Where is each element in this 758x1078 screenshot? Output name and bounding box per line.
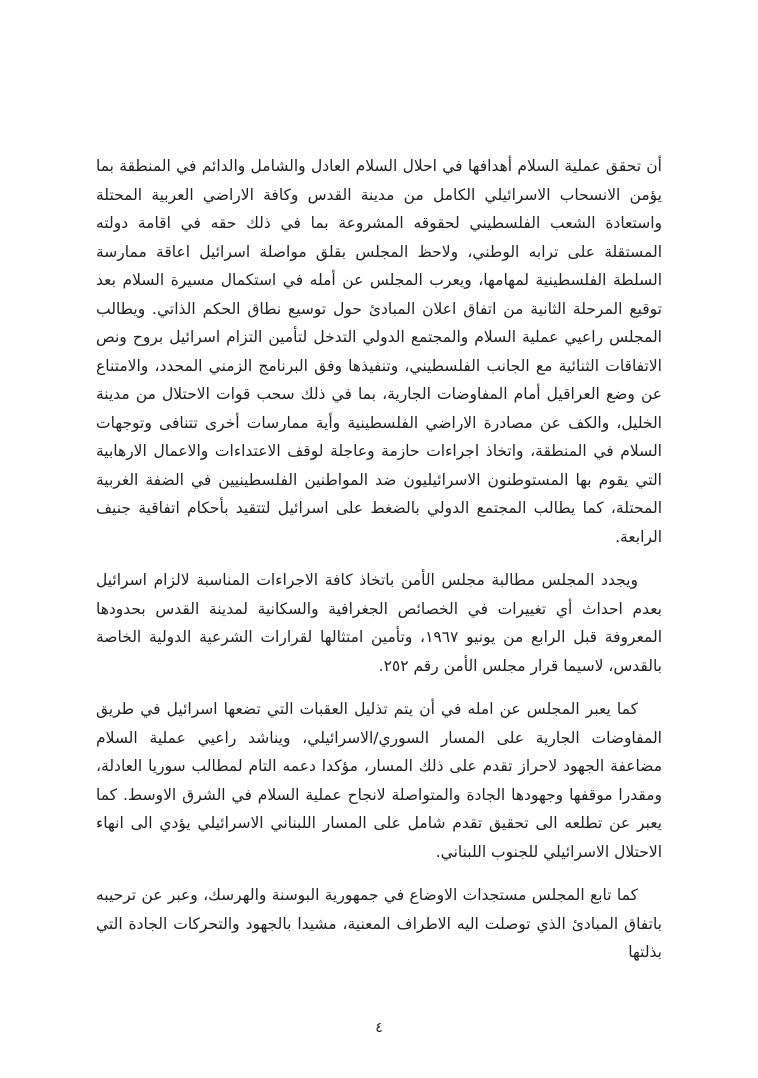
paragraph-syrian-lebanese-track: كما يعبر المجلس عن امله في أن يتم تذليل العقبات التي تضعها اسرائيل في طريق المفاوضات الجارية على المسار السوري/الاسرائيلي، ويناشد راعيي عملية السلام مضاعفة الجهود لاحراز تقدم على ذلك المسار، مؤكدا دعمه التام لمطالب سوريا العادلة، ومقدرا موقفها وجهودها الجادة والمتواصلة لانجاح عملية السلام في الشرق الاوسط. كما يعبر عن تطلعه الى تحقيق تقدم شامل على المسار اللبناني الاسرائيلي يؤدي الى انهاء الاحتلال الاسرائيلي للجنوب اللبناني. — [96, 700, 662, 861]
paragraph-peace-process: أن تحقق عملية السلام أهدافها في احلال السلام العادل والشامل والدائم في المنطقة بما يؤمن الانسحاب الاسرائيلي الكامل من مدينة القدس وكافة الاراضي العربية المحتلة واستعادة الشعب الفلسطيني لحقوقه المشروعة بما في ذلك حقه في اقامة دولته المستقلة على ترابه الوطني، ولاحظ المجلس بقلق مواصلة اسرائيل اعاقة ممارسة السلطة الفلسطينية لمهامها، ويعرب المجلس عن أمله في استكمال مسيرة السلام بعد توقيع المرحلة الثانية من اتفاق اعلان المبادئ حول توسيع نطاق الحكم الذاتي. ويطالب المجلس راعيي عملية السلام والمجتمع الدولي التدخل لتأمين التزام اسرائيل بروح ونص الاتفاقات الثنائية مع الجانب الفلسطيني، وتنفيذها وفق البرنامج الزمني المحدد، والامتناع عن وضع العراقيل أمام المفاوضات الجارية، بما في ذلك سحب قوات الاحتلال من مدينة الخليل، والكف عن مصادرة الاراضي الفلسطينية وأية ممارسات أخرى تتنافى وتوجهات السلام في المنطقة، واتخاذ اجراءات حازمة وعاجلة لوقف الاعتداءات والاعمال الارهابية التي يقوم بها المستوطنون الاسرائيليون ضد المواطنين الفلسطينيين في الضفة الغربية المحتلة، كما يطالب المجتمع الدولي بالضغط على اسرائيل لتتقيد بأحكام اتفاقية جنيف الرابعة. — [96, 157, 662, 546]
document-body — [96, 152, 662, 982]
paragraph-security-council-jerusalem: ويجدد المجلس مطالبة مجلس الأمن باتخاذ كافة الاجراءات المناسبة لالزام اسرائيل بعدم احداث أي تغييرات في الخصائص الجغرافية والسكانية لمدينة القدس بحدودها المعروفة قبل الرابع من يونيو ١٩٦٧، وتأمين امتثالها لقرارات الشرعية الدولية الخاصة بالقدس، لاسيما قرار مجلس الأمن رقم ٢٥٢. — [96, 571, 662, 675]
page-number: ٤ — [375, 1020, 383, 1036]
paragraph-bosnia: كما تابع المجلس مستجدات الاوضاع في جمهورية البوسنة والهرسك، وعبر عن ترحيبه باتفاق المبادئ الذي توصلت اليه الاطراف المعنية، مشيدا بالجهود والتحركات الجادة التي بذلتها — [96, 886, 662, 961]
